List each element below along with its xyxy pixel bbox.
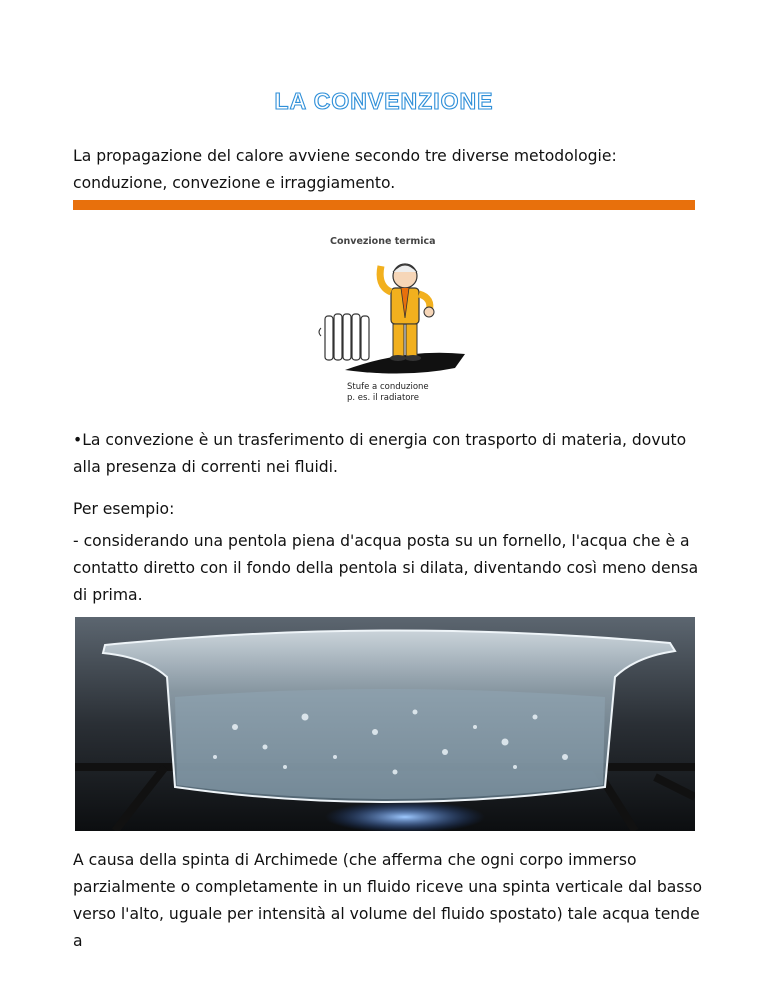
boiling-pot-photo — [75, 617, 695, 831]
orange-divider — [73, 200, 695, 210]
radiator-icon — [319, 314, 369, 360]
figure-heading: Convezione termica — [330, 236, 436, 247]
example-label: Per esempio: — [73, 500, 175, 518]
figure-caption-line1: Stufe a conduzione — [347, 382, 429, 392]
thinking-man-icon — [380, 264, 434, 361]
figure-caption — [347, 382, 429, 404]
convection-cartoon-illustration — [305, 228, 465, 408]
intro-paragraph: La propagazione del calore avviene secondo tre diverse metodologie: conduzione, convezione e irraggiamento. — [73, 147, 617, 192]
figure-caption-line2: p. es. il radiatore — [347, 393, 420, 403]
bullet-paragraph: •La convezione è un trasferimento di energia con trasporto di materia, dovuto alla presenza di correnti nei fluidi. — [73, 431, 687, 476]
page-title: LA CONVENZIONE — [274, 88, 494, 114]
archimede-paragraph: A causa della spinta di Archimede (che afferma che ogni corpo immerso parzialmente o completamente in un fluido riceve una spinta verticale dal basso verso l'alto, uguale per intensità al volume del fluido spostato) tale acqua tende a — [73, 851, 703, 950]
example-paragraph: - considerando una pentola piena d'acqua posta su un fornello, l'acqua che è a contatto diretto con il fondo della pentola si dilata, diventando così meno densa di prima. — [73, 532, 699, 604]
